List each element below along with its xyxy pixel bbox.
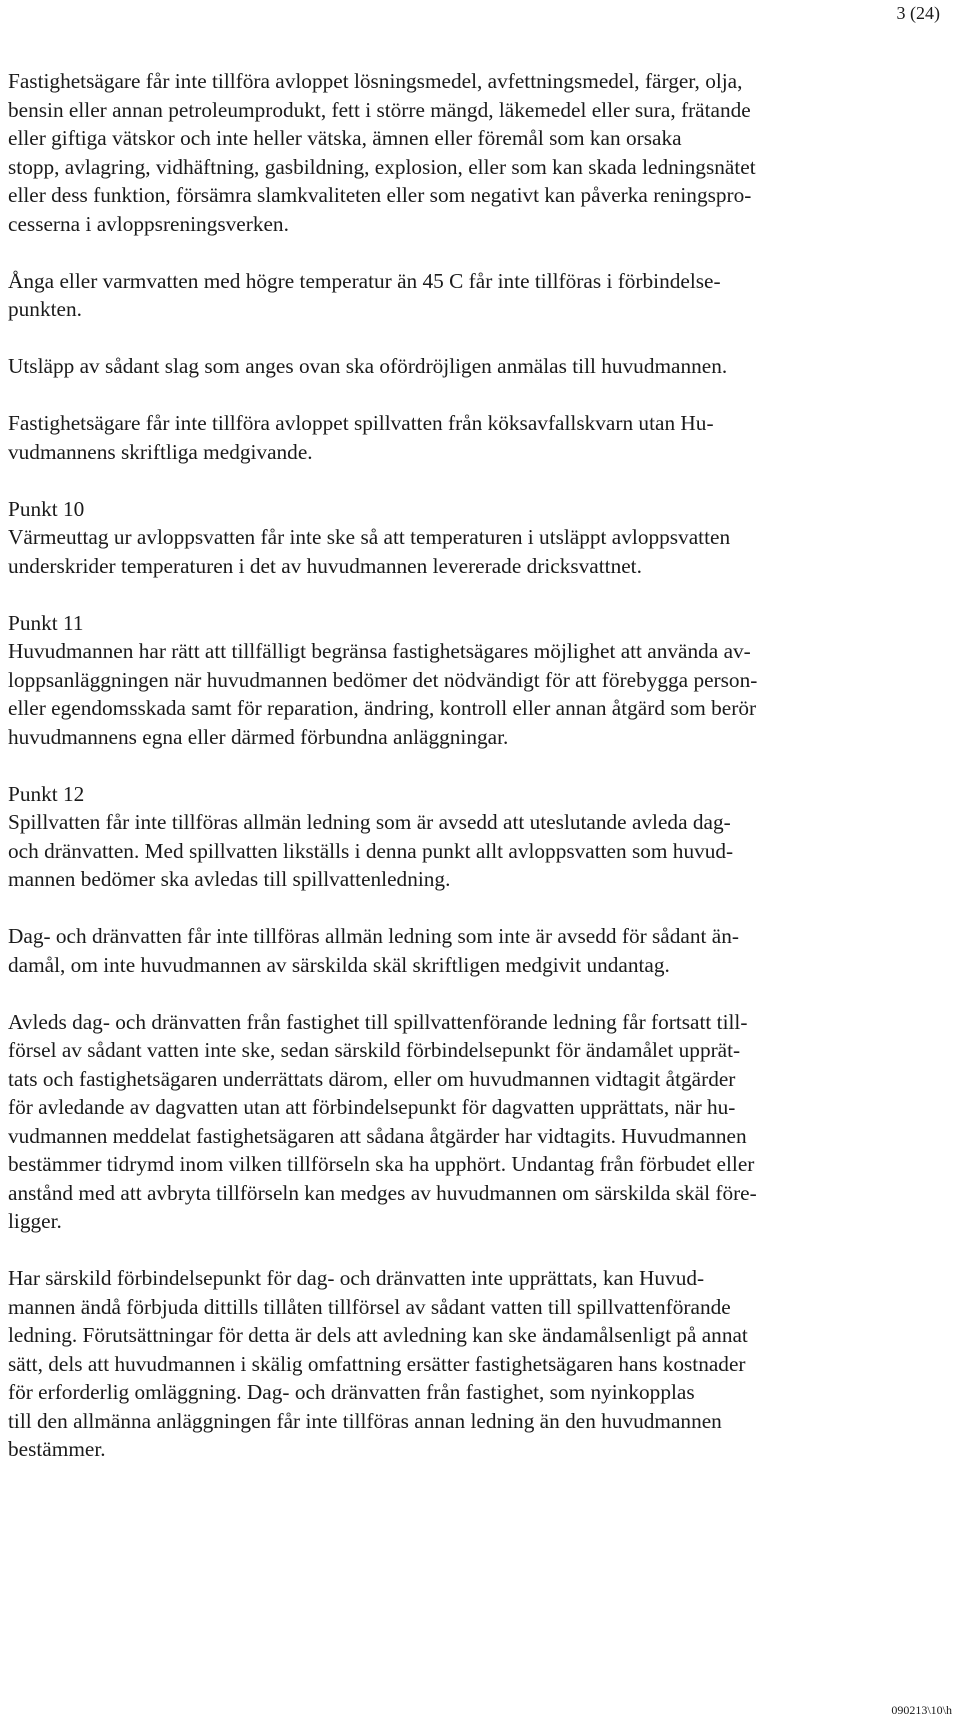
text-line: försel av sådant vatten inte ske, sedan särskild förbindelsepunkt för ändamålet upprät- <box>8 1038 741 1062</box>
section-heading: Punkt 10 <box>8 496 85 521</box>
section-heading: Punkt 11 <box>8 610 84 635</box>
text-line: Avleds dag- och dränvatten från fastighet till spillvattenförande ledning får fortsatt till- <box>8 1009 748 1034</box>
text-line: Ånga eller varmvatten med högre temperatur än 45 C får inte tillföras i förbindelse- <box>8 268 721 293</box>
paragraph-no-connection-point <box>8 1264 938 1464</box>
text-line: Har särskild förbindelsepunkt för dag- och dränvatten inte upprättats, kan Huvud- <box>8 1266 705 1290</box>
text-line: vudmannens skriftliga medgivande. <box>8 439 313 464</box>
text-line: mannen bedömer ska avledas till spillvattenledning. <box>8 867 451 891</box>
text-line: punkten. <box>8 297 82 321</box>
text-line: damål, om inte huvudmannen av särskilda skäl skriftligen medgivit undantag. <box>8 952 670 977</box>
text-line: till den allmänna anläggningen får inte tillföras annan ledning än den huvudmannen <box>8 1408 722 1433</box>
paragraph-discharge-report <box>8 352 938 381</box>
paragraph-kitchen-waste-grinder <box>8 409 938 466</box>
section-heading: Punkt 12 <box>8 781 85 806</box>
text-line: loppsanläggningen när huvudmannen bedömer det nödvändigt för att förebygga person- <box>8 667 758 692</box>
paragraph-prohibited-substances <box>8 67 938 238</box>
paragraph-storm-drain-water <box>8 922 938 979</box>
text-line: Huvudmannen har rätt att tillfälligt begränsa fastighetsägares möjlighet att använda av- <box>8 639 751 663</box>
text-line: bensin eller annan petroleumprodukt, fett i större mängd, läkemedel eller sura, frätande <box>8 97 751 122</box>
text-line: Fastighetsägare får inte tillföra avloppet spillvatten från köksavfallskvarn utan Hu- <box>8 411 714 435</box>
text-line: anstånd med att avbryta tillförseln kan medges av huvudmannen om särskilda skäl före- <box>8 1180 757 1205</box>
text-line: för erforderlig omläggning. Dag- och dränvatten från fastighet, som nyinkopplas <box>8 1380 695 1404</box>
text-line: bestämmer tidrymd inom vilken tillförseln ska ha upphört. Undantag från förbudet eller <box>8 1152 755 1176</box>
text-line: och dränvatten. Med spillvatten likställs i denna punkt allt avloppsvatten som huvud- <box>8 838 734 863</box>
text-line: eller giftiga vätskor och inte heller vätska, ämnen eller föremål som kan orsaka <box>8 126 682 150</box>
section-punkt-10 <box>8 495 938 581</box>
text-line: stopp, avlagring, vidhäftning, gasbildning, explosion, eller som kan skada ledningsnätet <box>8 154 756 179</box>
text-line: Värmeuttag ur avloppsvatten får inte ske så att temperaturen i utsläppt avloppsvatten <box>8 525 731 549</box>
text-line: cesserna i avloppsreningsverken. <box>8 211 289 236</box>
text-line: eller dess funktion, försämra slamkvaliteten eller som negativt kan påverka reningspro- <box>8 183 752 207</box>
paragraph-steam-hot-water <box>8 267 938 324</box>
text-line: Fastighetsägare får inte tillföra avloppet lösningsmedel, avfettningsmedel, färger, olja, <box>8 69 743 93</box>
section-punkt-11 <box>8 609 938 752</box>
document-reference-code: 090213\10\h <box>891 1703 952 1717</box>
text-line: tats och fastighetsägaren underrättats därom, eller om huvudmannen vidtagit åtgärder <box>8 1066 736 1091</box>
text-line: vudmannen meddelat fastighetsägaren att sådana åtgärder har vidtagits. Huvudmannen <box>8 1123 747 1148</box>
text-line: sätt, dels att huvudmannen i skälig omfattning ersätter fastighetsägaren hans kostnader <box>8 1351 746 1376</box>
text-line: Utsläpp av sådant slag som anges ovan ska ofördröjligen anmälas till huvudmannen. <box>8 354 728 378</box>
paragraph-diverted-storm-water <box>8 1008 938 1236</box>
text-line: eller egendomsskada samt för reparation, ändring, kontroll eller annan åtgärd som berör <box>8 696 757 720</box>
text-line: mannen ändå förbjuda dittills tillåten tillförsel av sådant vatten till spillvattenförande <box>8 1294 731 1319</box>
text-line: ligger. <box>8 1209 62 1233</box>
text-line: underskrider temperaturen i det av huvudmannen levererade dricksvattnet. <box>8 553 642 578</box>
text-line: för avledande av dagvatten utan att förbindelsepunkt för dagvatten upprättats, när hu- <box>8 1095 736 1119</box>
text-line: ledning. Förutsättningar för detta är dels att avledning kan ske ändamålsenligt på annat <box>8 1323 748 1347</box>
text-line: bestämmer. <box>8 1437 106 1461</box>
text-line: Spillvatten får inte tillföras allmän ledning som är avsedd att uteslutande avleda dag- <box>8 810 731 834</box>
section-punkt-12 <box>8 780 938 894</box>
text-line: huvudmannens egna eller därmed förbundna anläggningar. <box>8 724 509 749</box>
page-number: 3 (24) <box>896 3 940 23</box>
document-body <box>8 67 938 1492</box>
text-line: Dag- och dränvatten får inte tillföras allmän ledning som inte är avsedd för sådant än- <box>8 924 739 948</box>
